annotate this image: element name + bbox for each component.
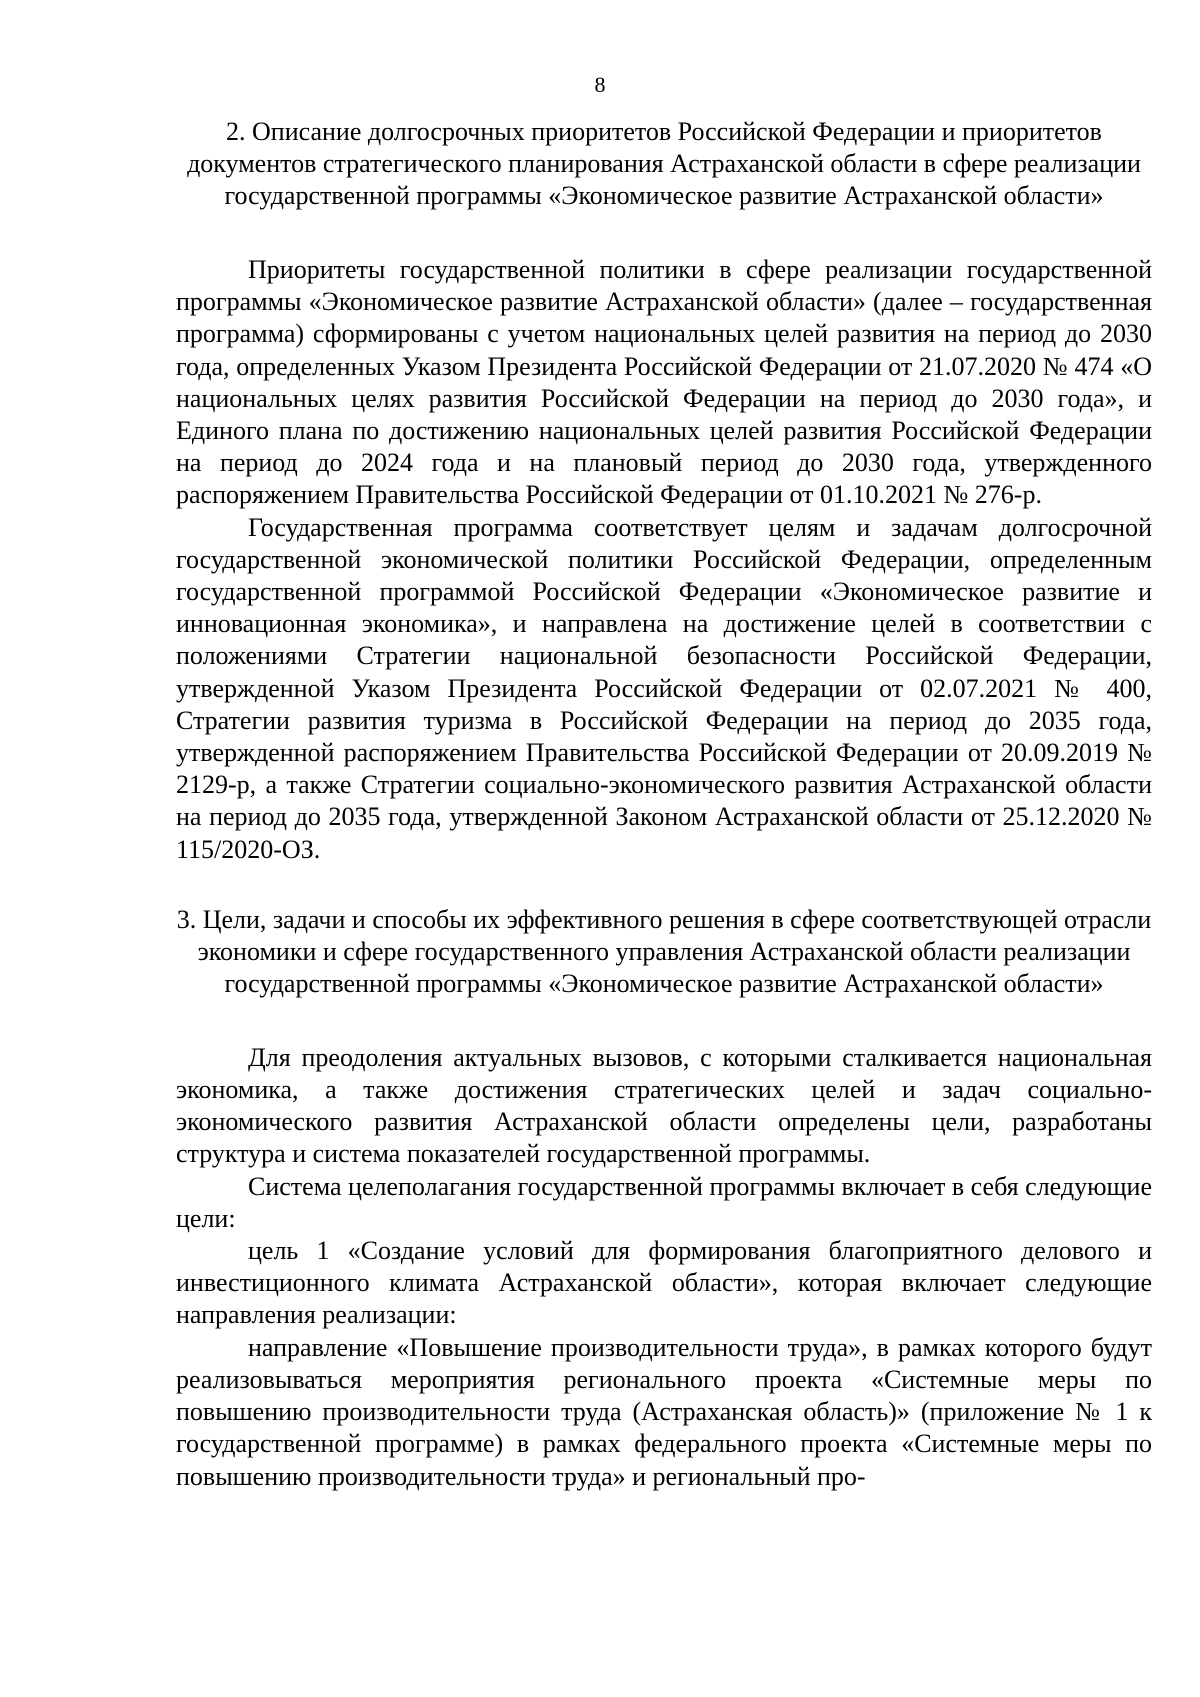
section-3-paragraph: Система целеполагания государственной программы включает в себя следующие цели: [176,1171,1152,1233]
section-2-heading: 2. Описание долгосрочных приоритетов Российской Федерации и приоритетов документов стратегического планирования Астраханской области в сфере реализации государственной программы «Экономическое развитие Астраханской области» [187,117,1141,210]
section-3-paragraph: Для преодоления актуальных вызовов, с которыми сталкивается национальная экономика, а также достижения стратегических целей и задач социально-экономического развития Астраханской области определены цели, разработаны структура и система показателей государственной программы. [176,1042,1152,1169]
section-3-paragraph: направление «Повышение производительности труда», в рамках которого будут реализовываться мероприятия регионального проекта «Системные меры по повышению производительности труда (Астраханская область)» (приложение № 1 к государственной программе) в рамках федерального проекта «Системные меры по повышению производительности труда» и региональный про- [176,1332,1152,1491]
page-number: 8 [594,72,606,97]
section-2-paragraph: Приоритеты государственной политики в сфере реализации государственной программы «Экономическое развитие Астраханской области» (далее – государственная программа) сформированы с учетом национальных целей развития на период до 2030 года, определенных Указом Президента Российской Федерации от 21.07.2020 № 474 «О национальных целях развития Российской Федерации на период до 2030 года», и Единого плана по достижению национальных целей развития Российской Федерации на период до 2024 года и на плановый период до 2030 года, утвержденного распоряжением Правительства Российской Федерации от 01.10.2021 № 276-р. [176,255,1152,510]
section-2-paragraph: Государственная программа соответствует целям и задачам долгосрочной государственной экономической политики Российской Федерации, определенным государственной программой Российской Федерации «Экономическое развитие и инновационная экономика», и направлена на достижение целей в соответствии с положениями Стратегии национальной безопасности Российской Федерации, утвержденной Указом Президента Российской Федерации от 02.07.2021 № 400, Стратегии развития туризма в Российской Федерации на период до 2035 года, утвержденной распоряжением Правительства Российской Федерации от 20.09.2019 № 2129-р, а также Стратегии социально-экономического развития Астраханской области на период до 2035 года, утвержденной Законом Астраханской области от 25.12.2020 № 115/2020-ОЗ. [176,512,1152,864]
page-content [176,116,1152,1493]
section-3-paragraph: цель 1 «Создание условий для формирования благоприятного делового и инвестиционного климата Астраханской области», которая включает следующие направления реализации: [176,1236,1152,1330]
section-3-heading: 3. Цели, задачи и способы их эффективного решения в сфере соответствующей отрасли экономики и сфере государственного управления Астраханской области реализации государственной программы «Экономическое развитие Астраханской области» [176,904,1152,998]
